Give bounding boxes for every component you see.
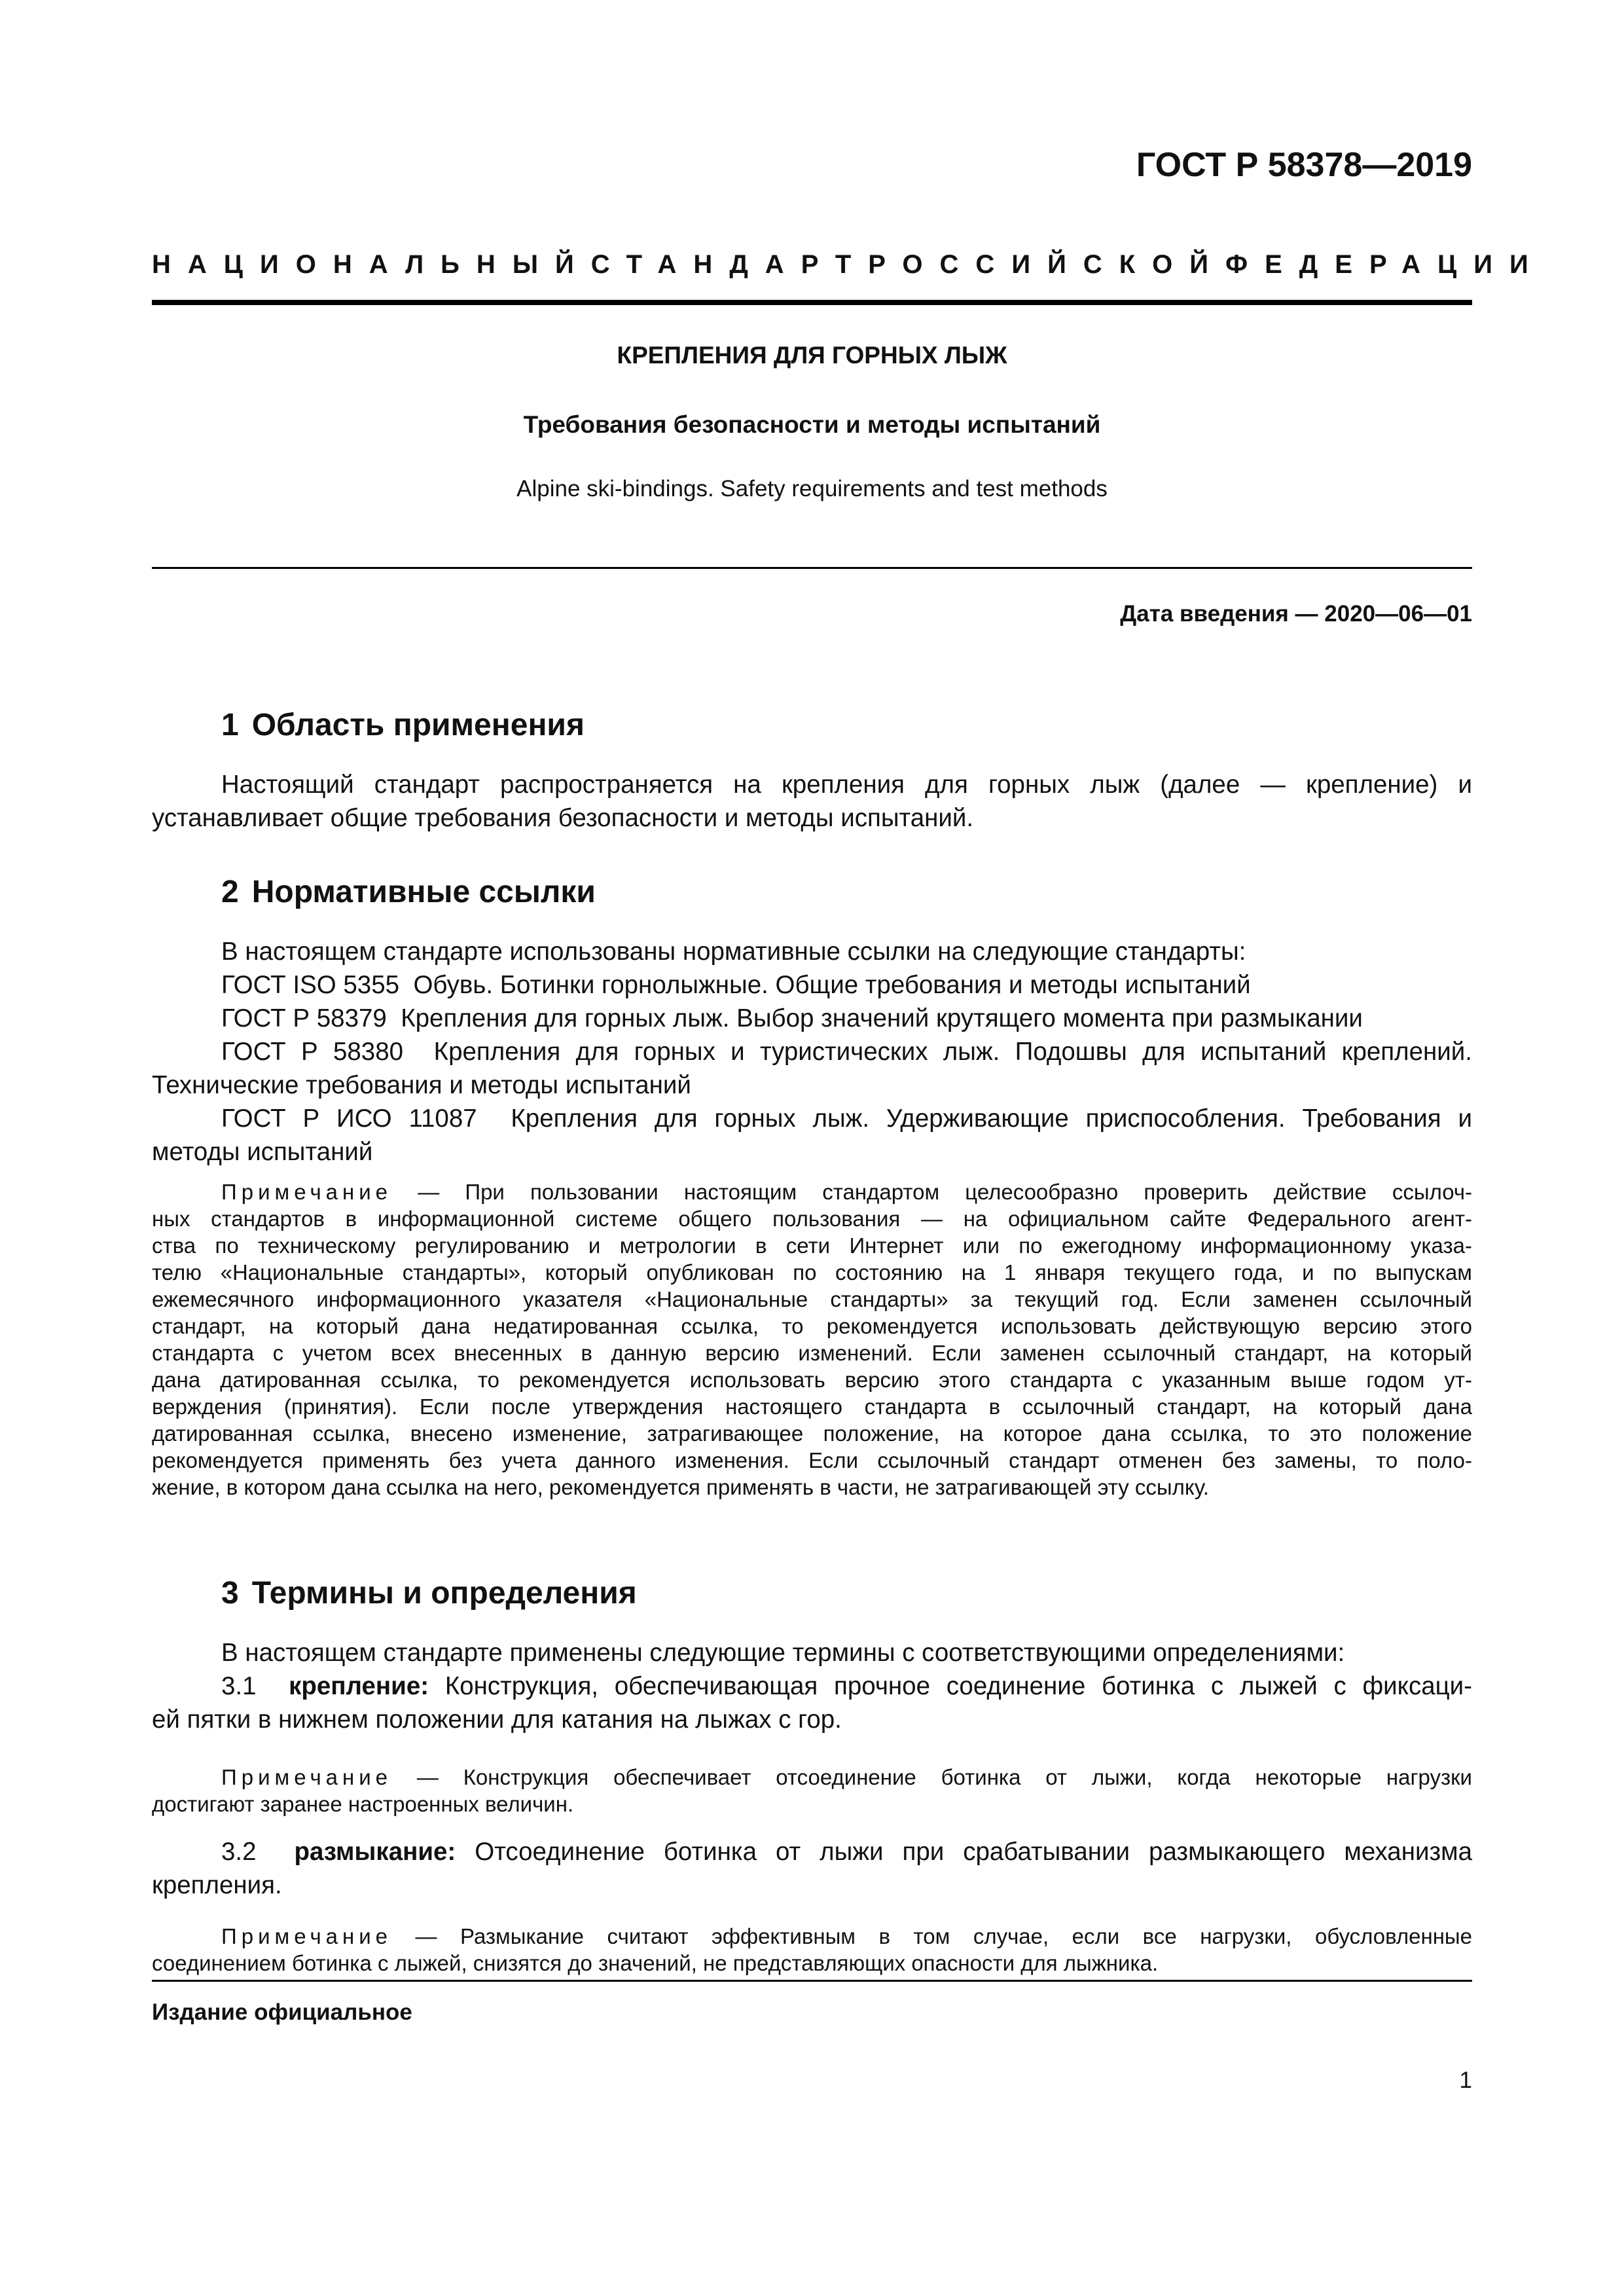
term-2-note [152,1923,1472,1977]
term-definition-text: Отсоединение ботинка от лыжи при срабатывании размыкающего механизма [475,1838,1472,1866]
note-line: датированная ссылка, внесено изменение, затрагивающее положение, на которое дана ссылка, то это положение [152,1421,1472,1446]
term-number: 3.2 [221,1838,257,1866]
term-1-note [152,1764,1472,1817]
gost-code: ГОСТ Р 58378—2019 [1136,146,1472,184]
page-number: 1 [1459,2068,1472,2093]
note-line: соединением ботинка с лыжей, снизятся до значений, не представляющих опасности для лыжника. [152,1951,1159,1975]
title-rule [152,567,1472,569]
section-number: 3 [221,1576,239,1611]
note-text: — Конструкция обеспечивает отсоединение ботинка от лыжи, когда некоторые нагрузки [416,1765,1472,1789]
note-line [152,1178,1472,1205]
note-text: — При пользовании настоящим стандартом целесообразно проверить действие ссылоч- [418,1180,1473,1204]
note-line: дана датированная ссылка, то рекомендуется использовать версию этого стандарта с указанным выше годом ут- [152,1368,1472,1392]
national-standard-banner [152,250,1545,280]
note-label: Примечание [221,1180,393,1204]
note-line: жение, в котором дана ссылка на него, рекомендуется применять в части, не затрагивающей эту ссылку. [152,1475,1210,1499]
note-line: стандарт, на который дана недатированная ссылка, то рекомендуется использовать действующую версию этого [152,1314,1472,1338]
note-line [152,1923,1472,1950]
section-3-intro-block [152,1636,1472,1736]
document-title-english: Alpine ski-bindings. Safety requirements and test methods [516,476,1108,501]
term-definition-text: Конструкция, обеспечивающая прочное соединение ботинка с лыжей с фиксаци- [444,1672,1472,1700]
note-line: достигают заранее настроенных величин. [152,1792,574,1816]
section-1-text [152,768,1472,835]
reference-item [152,968,1472,1002]
term-definition [152,1835,1472,1868]
term-2-block [152,1835,1472,1902]
reference-item [152,1035,1472,1068]
note-label: Примечание [221,1765,393,1789]
banner-word: СТАНДАРТ [590,250,869,279]
reference-title: Обувь. Ботинки горнолыжные. Общие требования и методы испытаний [413,971,1251,999]
reference-continuation: методы испытаний [152,1138,373,1166]
note-label: Примечание [221,1924,393,1948]
term-name: крепление: [289,1672,429,1700]
reference-title: Крепления для горных лыж. Удерживающие приспособления. Требования и [511,1104,1472,1133]
reference-code: ГОСТ Р 58379 [221,1004,387,1032]
section-3-intro: В настоящем стандарте применены следующие термины с соответствующими определениями: [221,1639,1345,1667]
section-title: Область применения [251,708,585,742]
section-number: 2 [221,875,239,909]
section-2-heading [221,874,596,910]
section-title: Нормативные ссылки [251,875,596,909]
document-subtitle: Требования безопасности и методы испытаний [523,411,1101,438]
reference-title: Крепления для горных и туристических лыж. Подошвы для испытаний креплений. [433,1038,1472,1066]
section-3-heading [221,1575,637,1611]
term-definition [152,1669,1472,1703]
reference-title: Крепления для горных лыж. Выбор значений крутящего момента при размыкании [401,1004,1363,1032]
section-title: Термины и определения [251,1576,637,1611]
note-line [152,1764,1472,1791]
section-number: 1 [221,708,239,742]
footer-rule [152,1980,1472,1982]
header-rule [152,300,1472,305]
note-line: стандарта с учетом всех внесенных в данную версию изменений. Если заменен ссылочный стандарт, на который [152,1341,1472,1365]
note-line: рекомендуется применять без учета данного изменения. Если ссылочный стандарт отменен без замены, то поло- [152,1448,1472,1472]
text-line: устанавливает общие требования безопасности и методы испытаний. [152,804,974,832]
note-text: — Размыкание считают эффективным в том случае, если все нагрузки, обусловленные [415,1924,1473,1948]
term-definition-continuation: крепления. [152,1871,282,1899]
reference-code: ГОСТ Р ИСО 11087 [221,1104,477,1133]
official-edition-label: Издание официальное [152,1999,412,2025]
reference-code: ГОСТ Р 58380 [221,1038,404,1066]
note-line: ных стандартов в информационной системе общего пользования — на официальном сайте Федерального агент- [152,1207,1472,1231]
reference-code: ГОСТ ISO 5355 [221,971,400,999]
section-2-text [152,935,1472,1169]
introduction-date: Дата введения — 2020—06—01 [1120,601,1472,627]
term-name: размыкание: [294,1838,456,1866]
banner-word: НАЦИОНАЛЬНЫЙ [152,250,591,279]
banner-word: РОССИЙСКОЙ [868,250,1225,279]
reference-item [152,1102,1472,1135]
note-line: телю «Национальные стандарты», который опубликован по состоянию на 1 января текущего года, и по выпускам [152,1260,1472,1285]
note-line: верждения (принятия). Если после утверждения настоящего стандарта в ссылочный стандарт, на который дана [152,1394,1472,1419]
term-definition-continuation: ей пятки в нижнем положении для катания на лыжах с гор. [152,1705,842,1734]
section-1-heading [221,707,585,743]
term-number: 3.1 [221,1672,257,1700]
note-line: ства по техническому регулированию и метрологии в сети Интернет или по ежегодному информационному указа- [152,1233,1472,1258]
section-2-note [152,1178,1472,1501]
reference-continuation: Технические требования и методы испытаний [152,1071,691,1099]
text-line: Настоящий стандарт распространяется на крепления для горных лыж (далее — крепление) и [221,771,1472,799]
reference-item [152,1002,1472,1035]
banner-word: ФЕДЕРАЦИИ [1225,250,1545,279]
document-title: КРЕПЛЕНИЯ ДЛЯ ГОРНЫХ ЛЫЖ [617,342,1007,369]
note-line: ежемесячного информационного указателя «Национальные стандарты» за текущий год. Если заменен ссылочный [152,1287,1472,1311]
section-2-intro: В настоящем стандарте использованы нормативные ссылки на следующие стандарты: [221,938,1246,966]
